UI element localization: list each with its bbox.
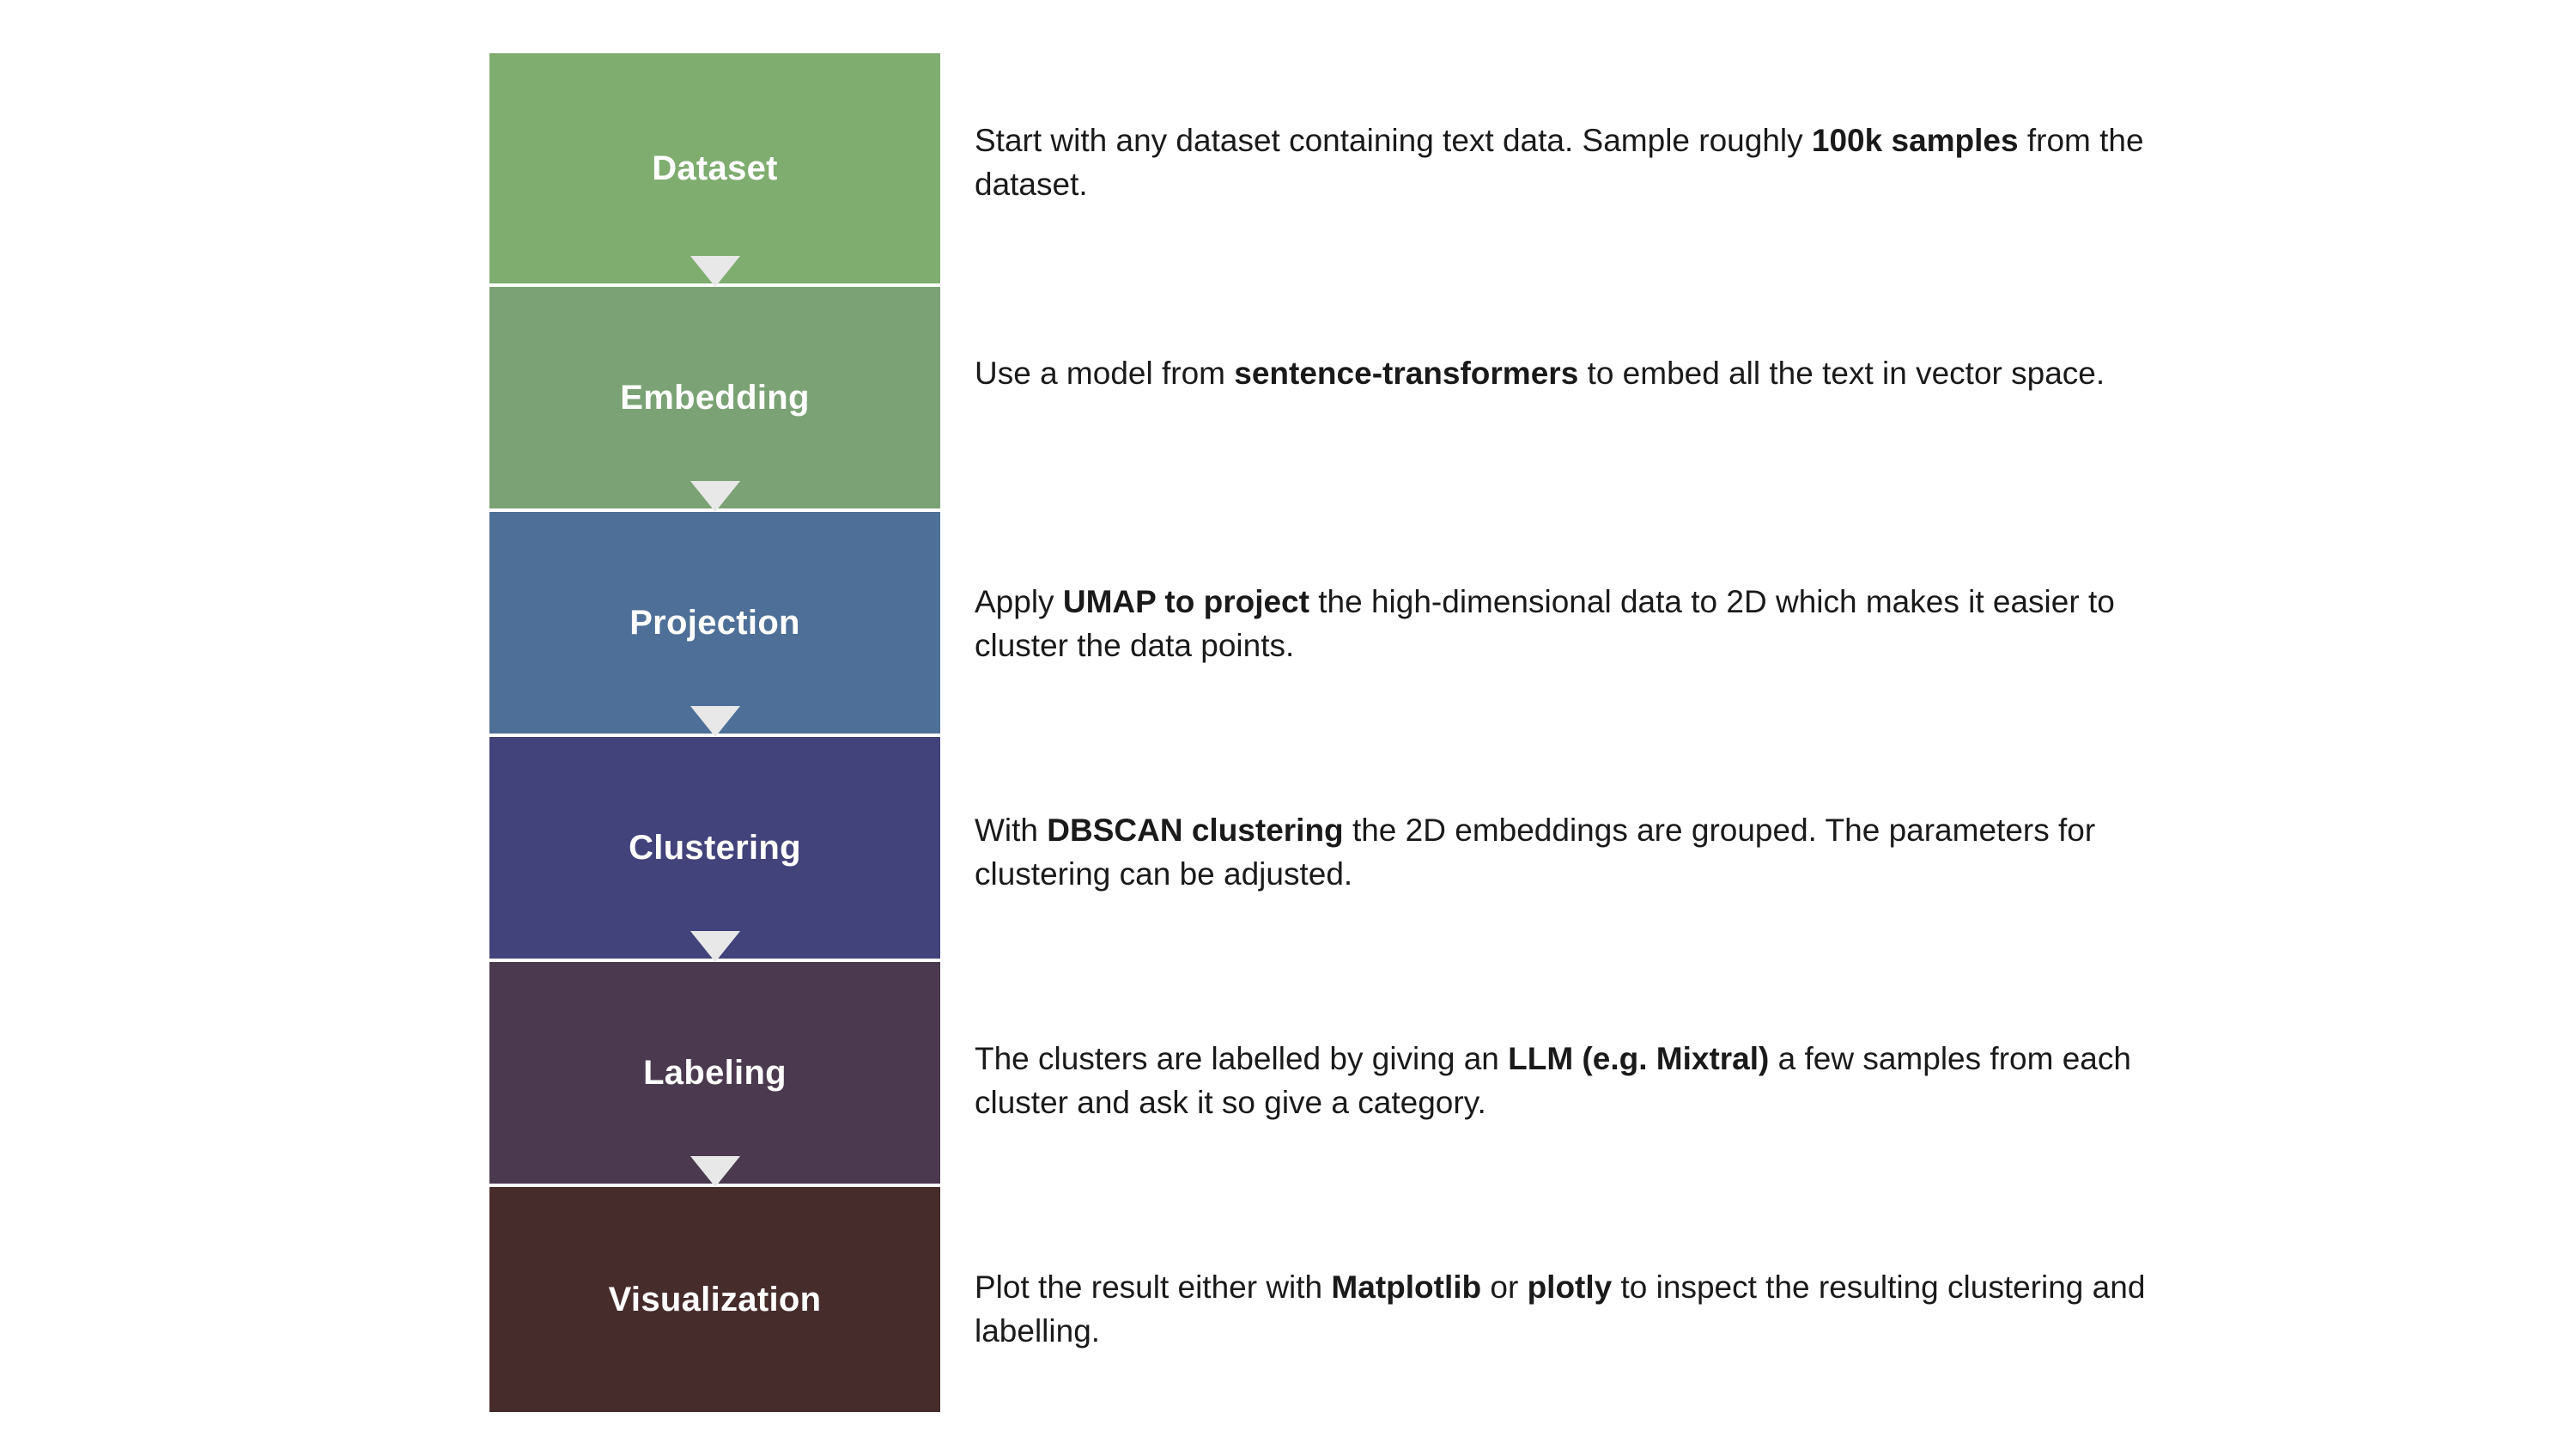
pipeline-stage-column (489, 53, 940, 1412)
pipeline-stage-description: Plot the result either with Matplotlib or plotly to inspect the resulting clustering and labelling. (975, 1269, 2146, 1349)
pipeline-stage (489, 53, 940, 287)
pipeline-stage-description: With DBSCAN clustering the 2D embeddings are grouped. The parameters for clustering can be adjusted. (975, 813, 2096, 892)
pipeline-stage (489, 287, 940, 512)
pipeline-stage-label: Embedding (620, 379, 810, 417)
pipeline-stage (489, 737, 940, 962)
pipeline-stage-label: Labeling (643, 1054, 787, 1092)
pipeline-stage-description: The clusters are labelled by giving an LLM (e.g. Mixtral) a few samples from each cluster and ask it so give a category. (975, 1041, 2131, 1121)
down-arrow-icon (690, 931, 740, 962)
pipeline-stage-label: Dataset (652, 149, 778, 187)
pipeline-stage-label: Visualization (608, 1281, 822, 1318)
pipeline-stage-description: Use a model from sentence-transformers to embed all the text in vector space. (975, 356, 2105, 391)
pipeline-stage-description: Start with any dataset containing text data. Sample roughly 100k samples from the dataset. (975, 123, 2144, 203)
down-arrow-icon (690, 1156, 740, 1187)
pipeline-stage (489, 512, 940, 737)
down-arrow-icon (690, 481, 740, 512)
pipeline-stage (489, 1187, 940, 1412)
pipeline-stage-description: Apply UMAP to project the high-dimensional data to 2D which makes it easier to cluster the data points. (975, 584, 2115, 664)
down-arrow-icon (690, 706, 740, 737)
down-arrow-icon (690, 256, 740, 287)
pipeline-stage-label: Projection (629, 604, 800, 642)
pipeline-stage-label: Clustering (629, 829, 801, 867)
pipeline-stage (489, 962, 940, 1187)
